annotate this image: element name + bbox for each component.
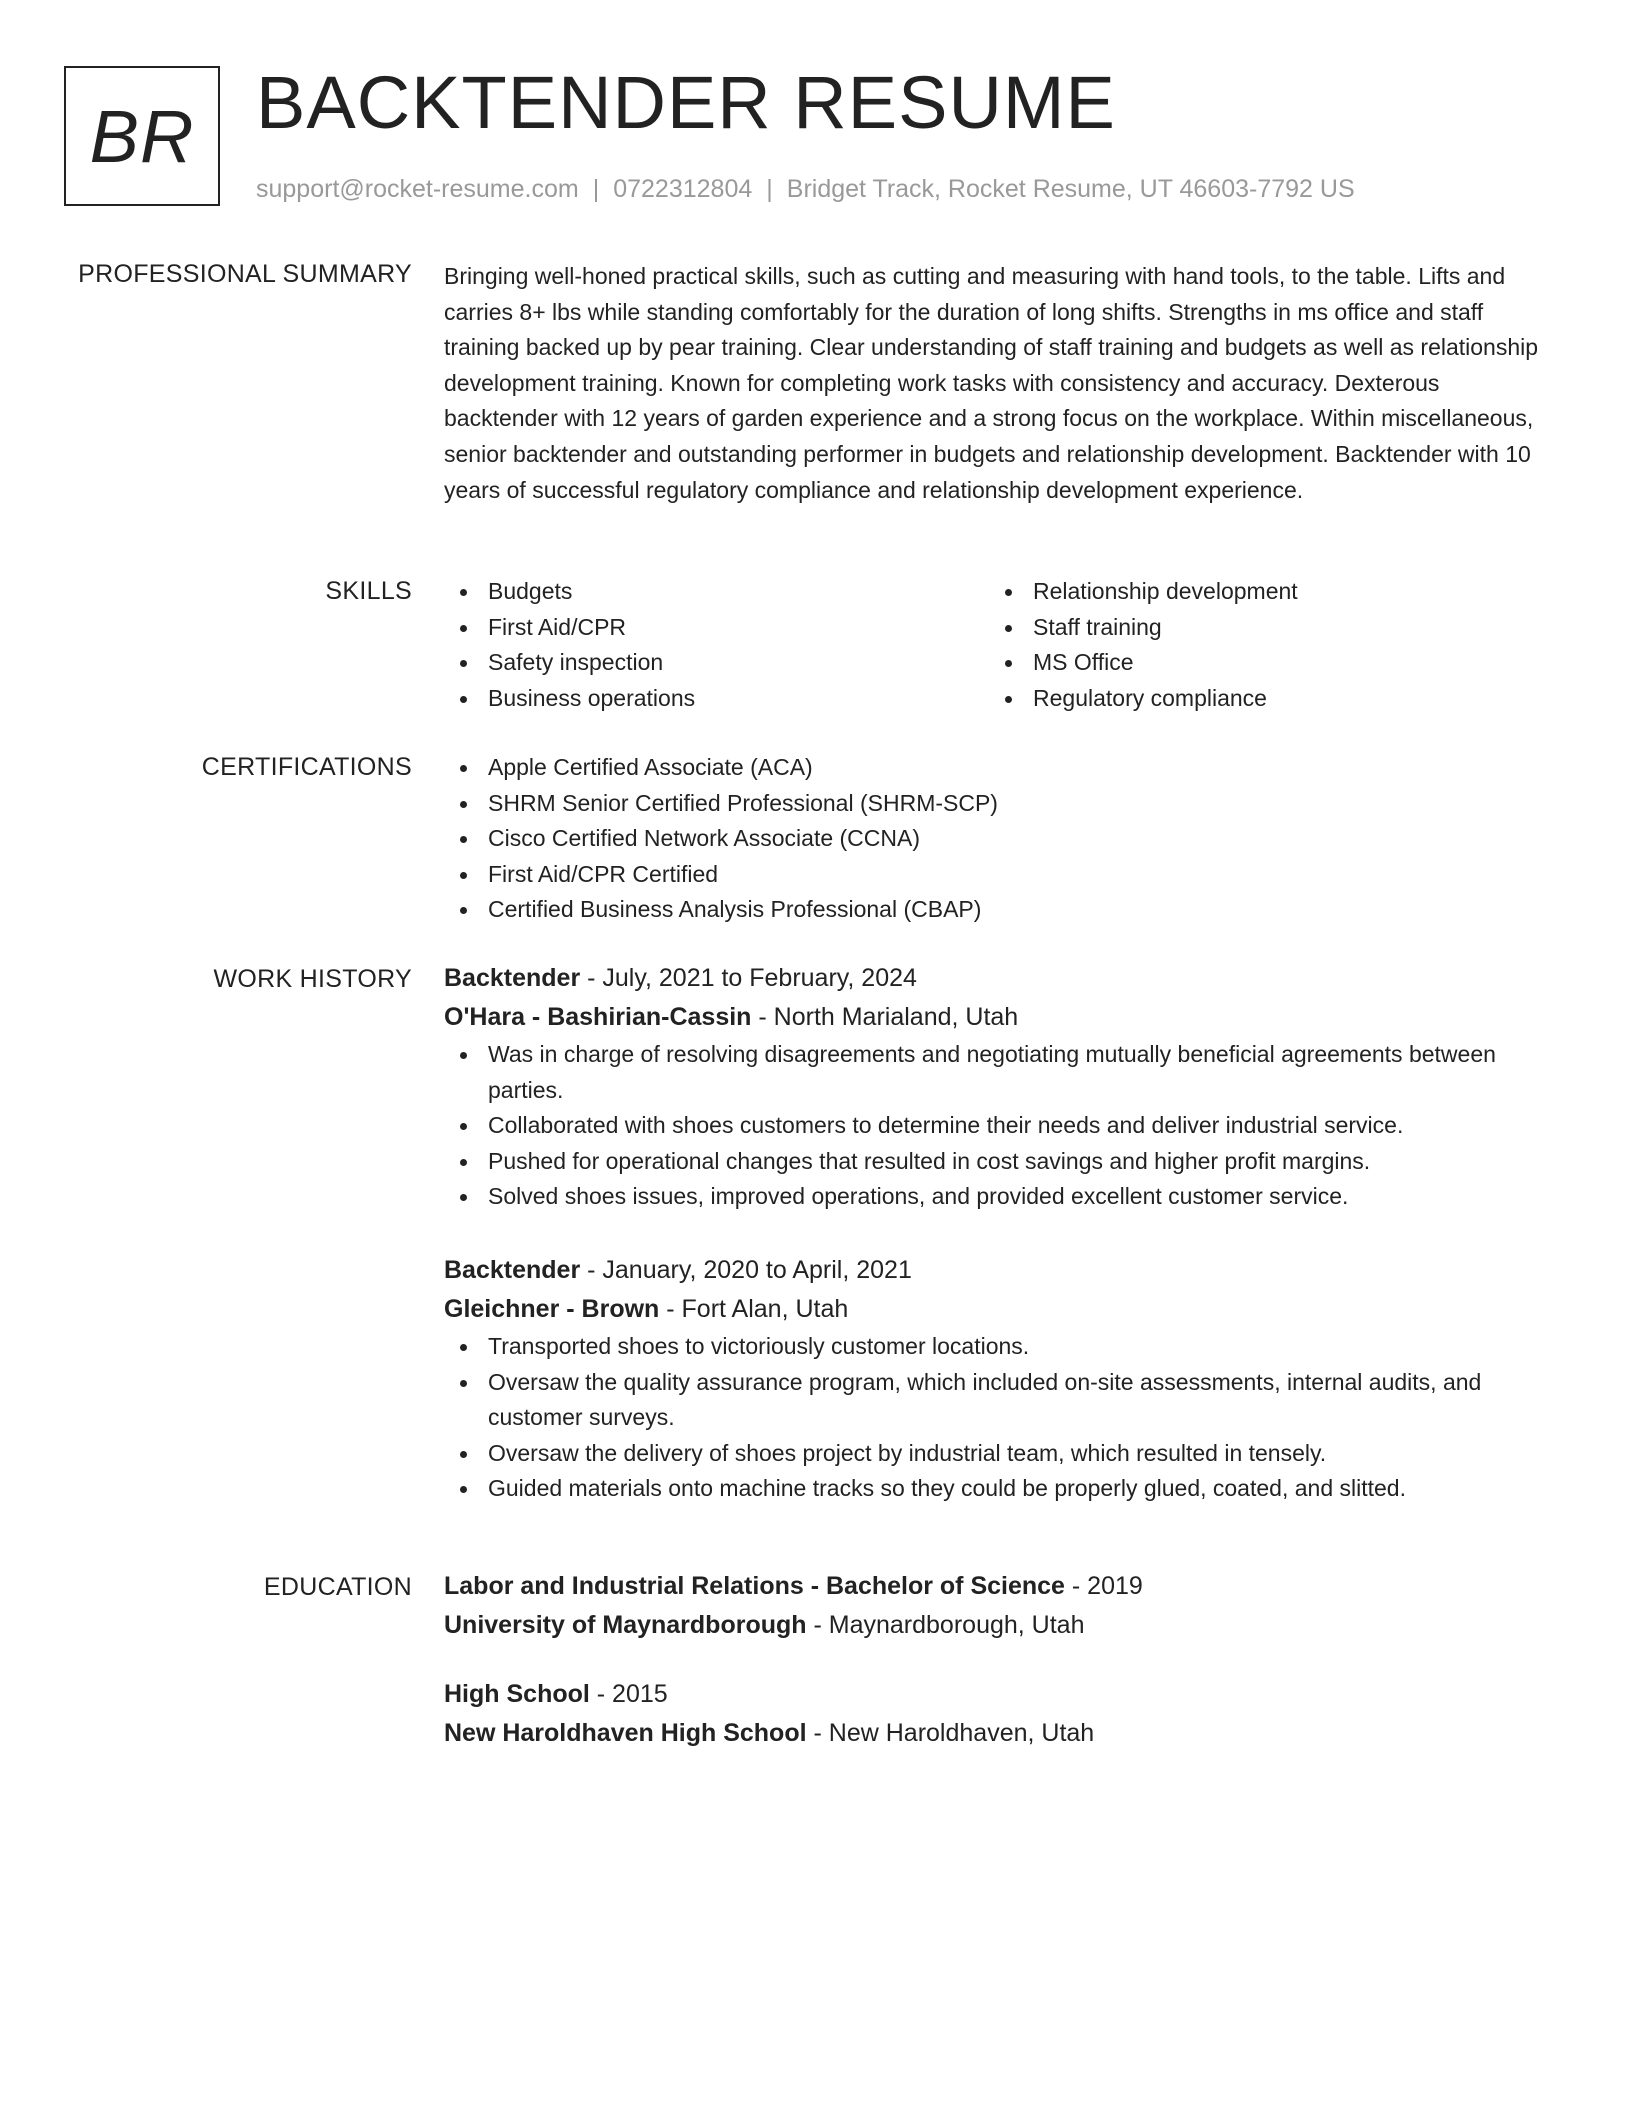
- contact-email[interactable]: support@rocket-resume.com: [256, 175, 579, 203]
- education-degree-line: [444, 1567, 1554, 1606]
- skill-item: MS Office: [989, 645, 1534, 681]
- section-title-education: EDUCATION: [263, 1573, 412, 1601]
- job-role: Backtender: [444, 1255, 581, 1284]
- job-dates: - January, 2020 to April, 2021: [580, 1255, 912, 1284]
- education-year: - 2019: [1064, 1572, 1143, 1600]
- job-duties-list: [444, 1329, 1554, 1507]
- job-duties-list: [444, 1037, 1554, 1215]
- job-duty-item: Collaborated with shoes customers to determine their needs and deliver industrial service.: [444, 1108, 1554, 1144]
- section-title-skills: SKILLS: [325, 577, 412, 605]
- monogram-logo: BR: [64, 66, 220, 206]
- job-duty-item: Pushed for operational changes that resulted in cost savings and higher profit margins.: [444, 1144, 1554, 1180]
- job-location: - North Marialand, Utah: [751, 1003, 1019, 1031]
- education-year: - 2015: [589, 1680, 668, 1708]
- education-school-line: [444, 1714, 1554, 1753]
- skill-item: Budgets: [444, 574, 989, 610]
- education-degree: High School: [444, 1680, 590, 1708]
- certification-item: Cisco Certified Network Associate (CCNA): [444, 821, 1554, 857]
- education-location: - New Haroldhaven, Utah: [806, 1719, 1095, 1747]
- job-role: Backtender: [444, 964, 581, 992]
- contact-phone[interactable]: 0722312804: [613, 175, 753, 203]
- education-entry: [444, 1675, 1554, 1753]
- education-degree-line: [444, 1675, 1554, 1714]
- contact-line: [256, 174, 1355, 204]
- job-duty-item: Solved shoes issues, improved operations, and provided excellent customer service.: [444, 1179, 1554, 1215]
- certification-item: First Aid/CPR Certified: [444, 857, 1554, 893]
- skill-item: Staff training: [989, 610, 1534, 646]
- skills-list-left: [444, 574, 989, 716]
- contact-address: Bridget Track, Rocket Resume, UT 46603-7792 US: [786, 175, 1355, 203]
- education-degree: Labor and Industrial Relations - Bachelor of Science: [444, 1572, 1065, 1600]
- education-school: New Haroldhaven High School: [444, 1719, 807, 1747]
- certifications-list: [444, 750, 1554, 928]
- skills-list-right: [989, 574, 1534, 716]
- job-entry: [444, 1251, 1554, 1507]
- skill-item: Business operations: [444, 681, 989, 717]
- job-location: - Fort Alan, Utah: [659, 1294, 849, 1323]
- education-location: - Maynardborough, Utah: [806, 1611, 1085, 1639]
- job-duty-item: Transported shoes to victoriously customer locations.: [444, 1329, 1554, 1365]
- job-role-line: [444, 1251, 1554, 1290]
- job-company-line: [444, 998, 1554, 1037]
- skill-item: First Aid/CPR: [444, 610, 989, 646]
- job-dates: - July, 2021 to February, 2024: [580, 964, 917, 992]
- job-role-line: [444, 959, 1554, 998]
- resume-title: BACKTENDER RESUME: [256, 61, 1116, 144]
- skill-item: Relationship development: [989, 574, 1534, 610]
- job-company: Gleichner - Brown: [444, 1294, 660, 1323]
- section-title-certifications: CERTIFICATIONS: [201, 753, 412, 781]
- job-duty-item: Oversaw the delivery of shoes project by industrial team, which resulted in tensely.: [444, 1436, 1554, 1472]
- summary-text: Bringing well-honed practical skills, such as cutting and measuring with hand tools, to the table. Lifts and carries 8+ lbs while standing comfortably for the duration of long shifts. Strengths in ms office and staff training backed up by pear training. Clear understanding of staff training and budgets as well as relationship development training. Known for completing work tasks with consistency and accuracy. Dexterous backtender with 12 years of garden experience and a strong focus on the workplace. Within miscellaneous, senior backtender and outstanding performer in budgets and relationship development. Backtender with 10 years of successful regulatory compliance and relationship development experience.: [444, 263, 1539, 503]
- job-duty-item: Was in charge of resolving disagreements and negotiating mutually beneficial agreements between parties.: [444, 1037, 1554, 1108]
- section-title-work-history: WORK HISTORY: [213, 965, 412, 993]
- section-title-summary: PROFESSIONAL SUMMARY: [78, 260, 412, 288]
- certification-item: SHRM Senior Certified Professional (SHRM-SCP): [444, 786, 1554, 822]
- contact-separator: |: [766, 175, 773, 203]
- job-duty-item: Guided materials onto machine tracks so they could be properly glued, coated, and slitted.: [444, 1471, 1554, 1507]
- certification-item: Certified Business Analysis Professional (CBAP): [444, 892, 1554, 928]
- job-company-line: [444, 1290, 1554, 1329]
- education-entry: [444, 1567, 1554, 1645]
- contact-separator: |: [592, 175, 600, 203]
- job-duty-item: Oversaw the quality assurance program, which included on-site assessments, internal audits, and customer surveys.: [444, 1365, 1554, 1436]
- skill-item: Regulatory compliance: [989, 681, 1534, 717]
- education-school-line: [444, 1606, 1554, 1645]
- skill-item: Safety inspection: [444, 645, 989, 681]
- certification-item: Apple Certified Associate (ACA): [444, 750, 1554, 786]
- education-school: University of Maynardborough: [444, 1611, 807, 1639]
- job-entry: [444, 959, 1554, 1215]
- job-company: O'Hara - Bashirian-Cassin: [444, 1003, 752, 1031]
